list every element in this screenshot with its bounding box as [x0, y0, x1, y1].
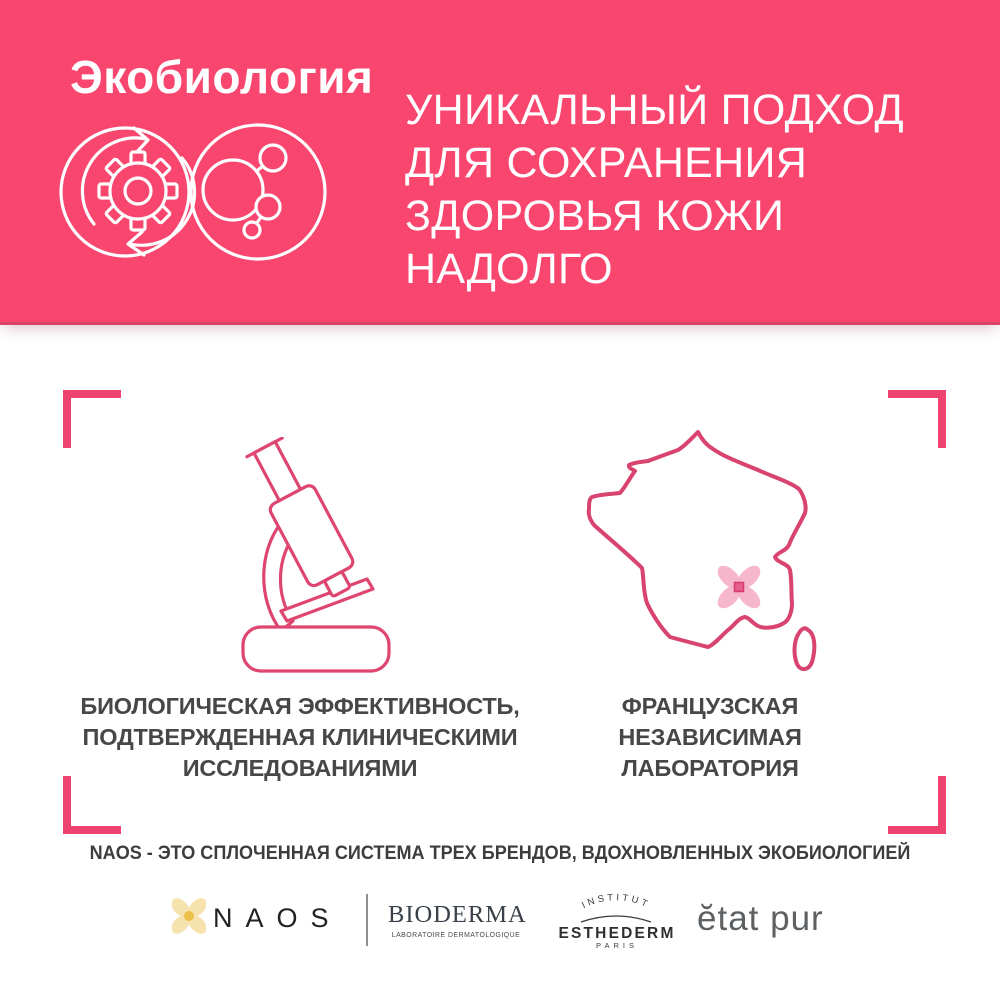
corsica-outline [795, 628, 815, 669]
caption-french-laboratory [555, 691, 865, 784]
logo-divider [366, 894, 368, 946]
headline-line-1: УНИКАЛЬНЫЙ ПОДХОД [405, 86, 904, 134]
france-map-icon [578, 406, 834, 694]
microscope-base [243, 627, 389, 671]
molecule-icon [203, 145, 286, 238]
bioderma-logo-text: BIODERMA [388, 901, 527, 928]
caption-right-line-3: ЛАБОРАТОРИЯ [621, 755, 799, 781]
naos-tagline: NAOS - ЭТО СПЛОЧЕННАЯ СИСТЕМА ТРЕХ БРЕНДОВ, ВДОХНОВЛЕННЫХ ЭКОБИОЛОГИЕЙ [89, 843, 911, 864]
bioderma-logo [388, 901, 527, 939]
esthederm-paris-text: PARIS [596, 941, 638, 949]
brand-title: Экобиология [70, 51, 374, 103]
frame-bracket-bottom-right [888, 776, 946, 834]
banner [0, 0, 1000, 322]
headline-line-2: ДЛЯ СОХРАНЕНИЯ [405, 139, 808, 187]
caption-left-line-1: БИОЛОГИЧЕСКАЯ ЭФФЕКТИВНОСТЬ, [80, 693, 520, 719]
caption-right-line-1: ФРАНЦУЗСКАЯ [621, 693, 799, 719]
caption-biological-efficacy [60, 691, 540, 784]
caption-left-line-2: ПОДТВЕРЖДЕННАЯ КЛИНИЧЕСКИМИ [82, 724, 518, 750]
caption-left-line-3: ИССЛЕДОВАНИЯМИ [182, 755, 418, 781]
frame-bracket-top-right [888, 390, 946, 448]
esthederm-institut-text: INSTITUT [580, 892, 652, 912]
svg-text:INSTITUT [580, 892, 652, 911]
frame-bracket-bottom-left [63, 776, 121, 834]
naos-logo-text: NAOS [213, 903, 342, 933]
gear-icon [99, 152, 177, 230]
microscope-icon [233, 437, 391, 677]
esthederm-logo-text: ESTHEDERM [558, 925, 676, 942]
etat-pur-logo: ĕtat pur [697, 899, 824, 938]
france-outline [589, 432, 806, 647]
banner-headline [405, 84, 980, 296]
esthederm-arc-line [581, 916, 651, 922]
frame-bracket-top-left [63, 390, 121, 448]
bioderma-logo-subtitle: LABORATOIRE DERMATOLOGIQUE [391, 932, 521, 939]
esthederm-logo [551, 891, 679, 949]
ecobiology-cycle-molecule-icon [56, 120, 332, 266]
caption-right-line-2: НЕЗАВИСИМАЯ [618, 724, 802, 750]
lab-location-flower-marker [714, 562, 765, 613]
naos-flower-icon [172, 897, 206, 935]
headline-line-3: ЗДОРОВЬЯ КОЖИ НАДОЛГО [405, 192, 785, 293]
